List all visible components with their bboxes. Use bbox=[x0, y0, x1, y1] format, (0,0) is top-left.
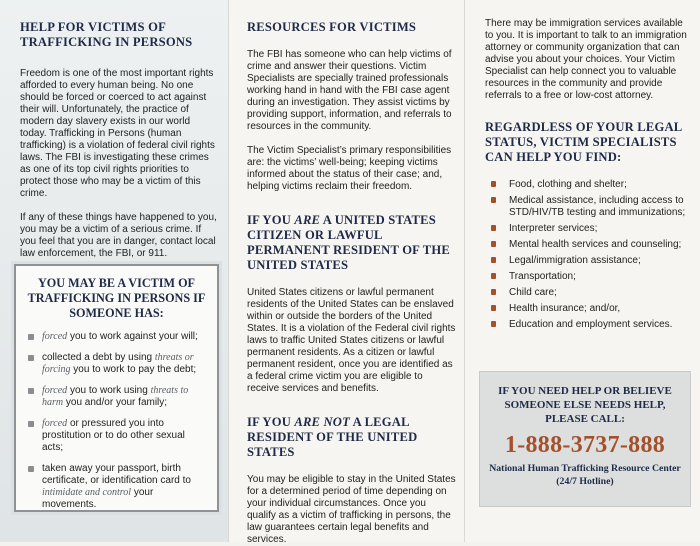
intro-paragraph: Freedom is one of the most important rights afforded to every human being. No one should be forced or coerced to act against their will. Unfortunately, the practice of modern day slavery exists in our world today. Trafficking in Persons (human trafficking) is a violation of federal civil rights laws. The FBI is investigating these crimes as one of its top civil rights priorities to protect those who may be a victim of this crime. bbox=[20, 68, 215, 199]
list-item: Medical assistance, including access to STD/HIV/TB testing and immunizations; bbox=[485, 195, 692, 218]
citizen-paragraph: United States citizens or lawful permanent residents of the United States can be enslaved within or outside the borders of the United States. It is a violation of the Federal civil rights laws to traffic United States citizens or lawful permanent residents. As a citizen or lawful permanent resident, once you are identified as a federal crime victim you are eligible to receive services and benefits. bbox=[247, 287, 456, 394]
square-bullet-icon bbox=[491, 257, 496, 263]
list-item: forced or pressured you into prostitution or to do other sexual acts; bbox=[26, 418, 207, 454]
hotline-box bbox=[479, 371, 691, 507]
square-bullet-icon bbox=[491, 241, 496, 247]
square-bullet-icon bbox=[491, 305, 496, 311]
danger-paragraph: If any of these things have happened to you, you may be a victim of a serious crime. If you feel that you are in danger, contact local law enforcement, the FBI, or 911. bbox=[20, 212, 217, 259]
list-item: Education and employment services. bbox=[485, 319, 692, 331]
responsibilities-paragraph: The Victim Specialist’s primary responsibilities are: the victims’ well-being; keeping victims informed about the status of their case; and, helping victims reclaim their freedom. bbox=[247, 145, 452, 192]
list-item: collected a debt by using threats or forcing you to work to pay the debt; bbox=[26, 352, 207, 376]
square-bullet-icon bbox=[28, 388, 34, 394]
square-bullet-icon bbox=[491, 181, 496, 187]
resources-paragraph: The FBI has someone who can help victims of crime and answer their questions. Victim Specialists are specially trained professionals working hand in hand with the FBI case agent during an investigation. They assist victims by providing support, information, and referrals to resources in the community. bbox=[247, 49, 452, 132]
square-bullet-icon bbox=[491, 225, 496, 231]
hotline-hours: (24/7 Hotline) bbox=[556, 476, 614, 487]
list-item: Interpreter services; bbox=[485, 223, 692, 235]
services-list bbox=[485, 179, 692, 331]
heading-not-resident: IF YOU ARE NOT A LEGAL RESIDENT OF THE UNITED STATES bbox=[247, 415, 418, 459]
panel-middle bbox=[228, 0, 464, 545]
list-item: taken away your passport, birth certificate, or identification card to intimidate and control your movements. bbox=[26, 463, 207, 511]
hotline-phone-number[interactable]: 1-888-3737-888 bbox=[504, 432, 666, 458]
heading-regardless: REGARDLESS OF YOUR LEGAL STATUS, VICTIM SPECIALISTS CAN HELP YOU FIND: bbox=[485, 120, 682, 164]
list-item: Child care; bbox=[485, 287, 692, 299]
list-item: Mental health services and counseling; bbox=[485, 239, 692, 251]
panel-right bbox=[464, 0, 700, 542]
victim-box-title: YOU MAY BE A VICTIM OF TRAFFICKING IN PERSONS IF SOMEONE HAS: bbox=[27, 276, 206, 320]
hotline-heading: IF YOU NEED HELP OR BELIEVE SOMEONE ELSE NEEDS HELP, PLEASE CALL: bbox=[498, 385, 672, 425]
list-item: forced you to work using threats to harm you and/or your family; bbox=[26, 385, 207, 409]
heading-help-for-victims: HELP FOR VICTIMS OF TRAFFICKING IN PERSONS bbox=[20, 20, 193, 49]
heading-citizen: IF YOU ARE A UNITED STATES CITIZEN OR LAWFUL PERMANENT RESIDENT OF THE UNITED STATES bbox=[247, 213, 450, 272]
square-bullet-icon bbox=[491, 321, 496, 327]
list-item: Health insurance; and/or, bbox=[485, 303, 692, 315]
list-item: Transportation; bbox=[485, 271, 692, 283]
heading-resources: RESOURCES FOR VICTIMS bbox=[247, 20, 417, 34]
square-bullet-icon bbox=[28, 355, 34, 361]
immigration-paragraph: There may be immigration services available to you. It is important to talk to an immigration attorney or community organization that can advise you about your choices. Your Victim Specialist can help connect you to valuable resources in the community and provide referrals to a free or low-cost attorney. bbox=[485, 18, 687, 101]
square-bullet-icon bbox=[28, 421, 34, 427]
list-item: Food, clothing and shelter; bbox=[485, 179, 692, 191]
not-resident-paragraph: You may be eligible to stay in the United States for a determined period of time depending on your individual circumstances. Once you qualify as a victim of trafficking in persons, the law guarantees certain legal benefits and services. bbox=[247, 474, 456, 545]
list-item: forced you to work against your will; bbox=[26, 331, 207, 343]
hotline-org: National Human Trafficking Resource Center bbox=[489, 463, 681, 474]
square-bullet-icon bbox=[28, 466, 34, 472]
square-bullet-icon bbox=[491, 289, 496, 295]
square-bullet-icon bbox=[491, 197, 496, 203]
list-item: Legal/immigration assistance; bbox=[485, 255, 692, 267]
square-bullet-icon bbox=[491, 273, 496, 279]
square-bullet-icon bbox=[28, 334, 34, 340]
victim-signs-box bbox=[14, 264, 219, 512]
victim-signs-list bbox=[26, 331, 207, 511]
